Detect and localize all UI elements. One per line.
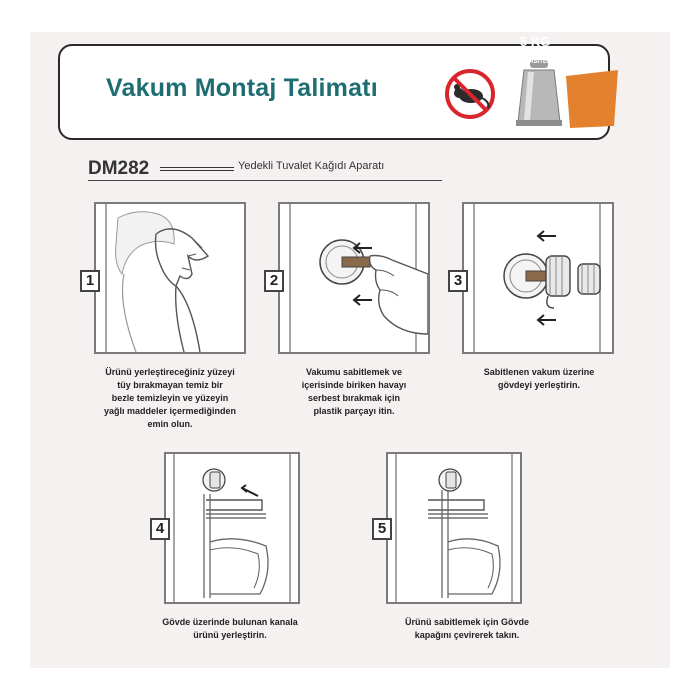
- step-4-illustration: [164, 452, 300, 604]
- step-5-number: 5: [372, 518, 392, 540]
- step-2-illustration: [278, 202, 430, 354]
- step-3-number: 3: [448, 270, 468, 292]
- step-2-number: 2: [264, 270, 284, 292]
- model-underline: [88, 180, 442, 181]
- product-name: Yedekli Tuvalet Kağıdı Aparatı: [238, 160, 385, 172]
- step-5-illustration: [386, 452, 522, 604]
- weight-icon: [510, 56, 618, 132]
- step-5-caption: Ürünü sabitlemek için Gövde kapağını çevirerek takın.: [404, 617, 530, 640]
- step-4-caption: Gövde üzerinde bulunan kanala ürünü yerleştirin.: [162, 617, 298, 640]
- step-1-number: 1: [80, 270, 100, 292]
- capacity-label-2: KAPASİTESİ!: [517, 59, 555, 65]
- capacity-value: 5 KG: [520, 34, 551, 49]
- model-number: DM282: [88, 158, 150, 179]
- step-3-illustration: [462, 202, 614, 354]
- step-1-illustration: [94, 202, 246, 354]
- step-2-caption: Vakumu sabitlemek ve içerisinde biriken havayı serbest bırakmak için plastik parçayı itin.: [301, 367, 407, 416]
- page-title: Vakum Montaj Talimatı: [106, 74, 378, 102]
- model-divider: [160, 167, 234, 171]
- step-4-number: 4: [150, 518, 170, 540]
- no-mouse-icon: [444, 68, 496, 120]
- step-1-caption: Ürünü yerleştireceğiniz yüzeyi tüy bırakmayan temiz bir bezle temizleyin ve yüzeyin yağlı maddeler içermediğinden emin olun.: [103, 367, 237, 429]
- step-3-caption: Sabitlenen vakum üzerine gövdeyi yerleştirin.: [483, 367, 595, 390]
- capacity-label: TAŞIMA: [519, 49, 550, 58]
